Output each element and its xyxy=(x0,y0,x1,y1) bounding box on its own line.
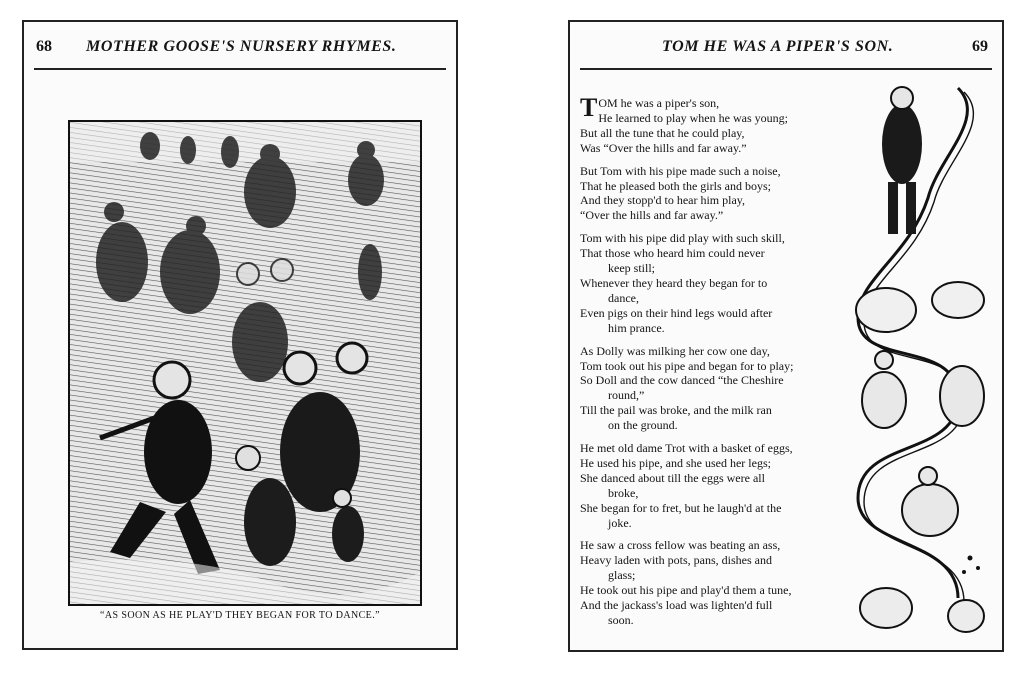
poem-line: Whenever they heard they began for to xyxy=(580,275,768,290)
poem-line: Even pigs on their hind legs would after xyxy=(580,305,773,320)
right-page-header xyxy=(580,32,992,70)
page-number: 69 xyxy=(972,38,988,55)
poem-stanza xyxy=(580,344,842,433)
poem-stanza xyxy=(580,538,842,627)
poem-line: “Over the hills and far away.” xyxy=(580,208,724,223)
poem-line: He used his pipe, and she used her legs; xyxy=(580,455,771,470)
poem-line: Was “Over the hills and far away.” xyxy=(580,140,747,155)
poem-line: That he pleased both the girls and boys; xyxy=(580,178,771,193)
running-title: TOM HE WAS A PIPER'S SON. xyxy=(662,38,894,55)
poem-line: He learned to play when he was young; xyxy=(598,110,788,125)
poem-line: round,” xyxy=(608,388,645,403)
vine-border-illustration xyxy=(838,78,1002,638)
poem-line: dance, xyxy=(608,290,639,305)
poem-line: OM he was a piper's son, xyxy=(598,96,720,110)
poem-line: broke, xyxy=(608,485,639,500)
left-page xyxy=(22,20,458,650)
drop-cap: T xyxy=(580,93,598,122)
poem-line: on the ground. xyxy=(608,418,678,433)
right-page xyxy=(568,20,1004,652)
poem-line: That those who heard him could never xyxy=(580,246,765,261)
poem-line: Till the pail was broke, and the milk ran xyxy=(580,403,772,418)
poem-line: Tom with his pipe did play with such skill, xyxy=(580,231,785,246)
running-title: MOTHER GOOSE'S NURSERY RHYMES. xyxy=(86,38,397,55)
page-number: 68 xyxy=(36,38,52,55)
poem-line: She began for to fret, but he laugh'd at the xyxy=(580,500,782,515)
poem-line: But all the tune that he could play, xyxy=(580,125,745,140)
poem-line: As Dolly was milking her cow one day, xyxy=(580,343,770,358)
poem-line: him prance. xyxy=(608,320,665,335)
poem-line: He saw a cross fellow was beating an ass, xyxy=(580,538,781,553)
illustration-caption: “AS SOON AS HE PLAY'D THEY BEGAN FOR TO DANCE.” xyxy=(100,610,380,621)
poem-text xyxy=(580,93,842,636)
poem-line: But Tom with his pipe made such a noise, xyxy=(580,163,781,178)
poem-stanza xyxy=(580,93,842,156)
poem-line: glass; xyxy=(608,568,636,583)
poem-line: keep still; xyxy=(608,261,655,276)
poem-line: soon. xyxy=(608,613,634,627)
left-page-header xyxy=(34,32,446,70)
poem-line: He took out his pipe and play'd them a tune, xyxy=(580,583,792,598)
poem-line: And they stopp'd to hear him play, xyxy=(580,193,746,208)
poem-line: joke. xyxy=(608,515,632,530)
poem-stanza xyxy=(580,441,842,530)
poem-stanza xyxy=(580,164,842,224)
dancing-scene-illustration xyxy=(68,120,422,606)
poem-stanza xyxy=(580,231,842,335)
poem-line: So Doll and the cow danced “the Cheshire xyxy=(580,373,784,388)
poem-line: He met old dame Trot with a basket of eggs, xyxy=(580,441,793,456)
poem-line: She danced about till the eggs were all xyxy=(580,470,765,485)
poem-line: Tom took out his pipe and began for to play; xyxy=(580,358,794,373)
poem-line: Heavy laden with pots, pans, dishes and xyxy=(580,553,772,568)
poem-line: And the jackass's load was lighten'd full xyxy=(580,598,773,613)
